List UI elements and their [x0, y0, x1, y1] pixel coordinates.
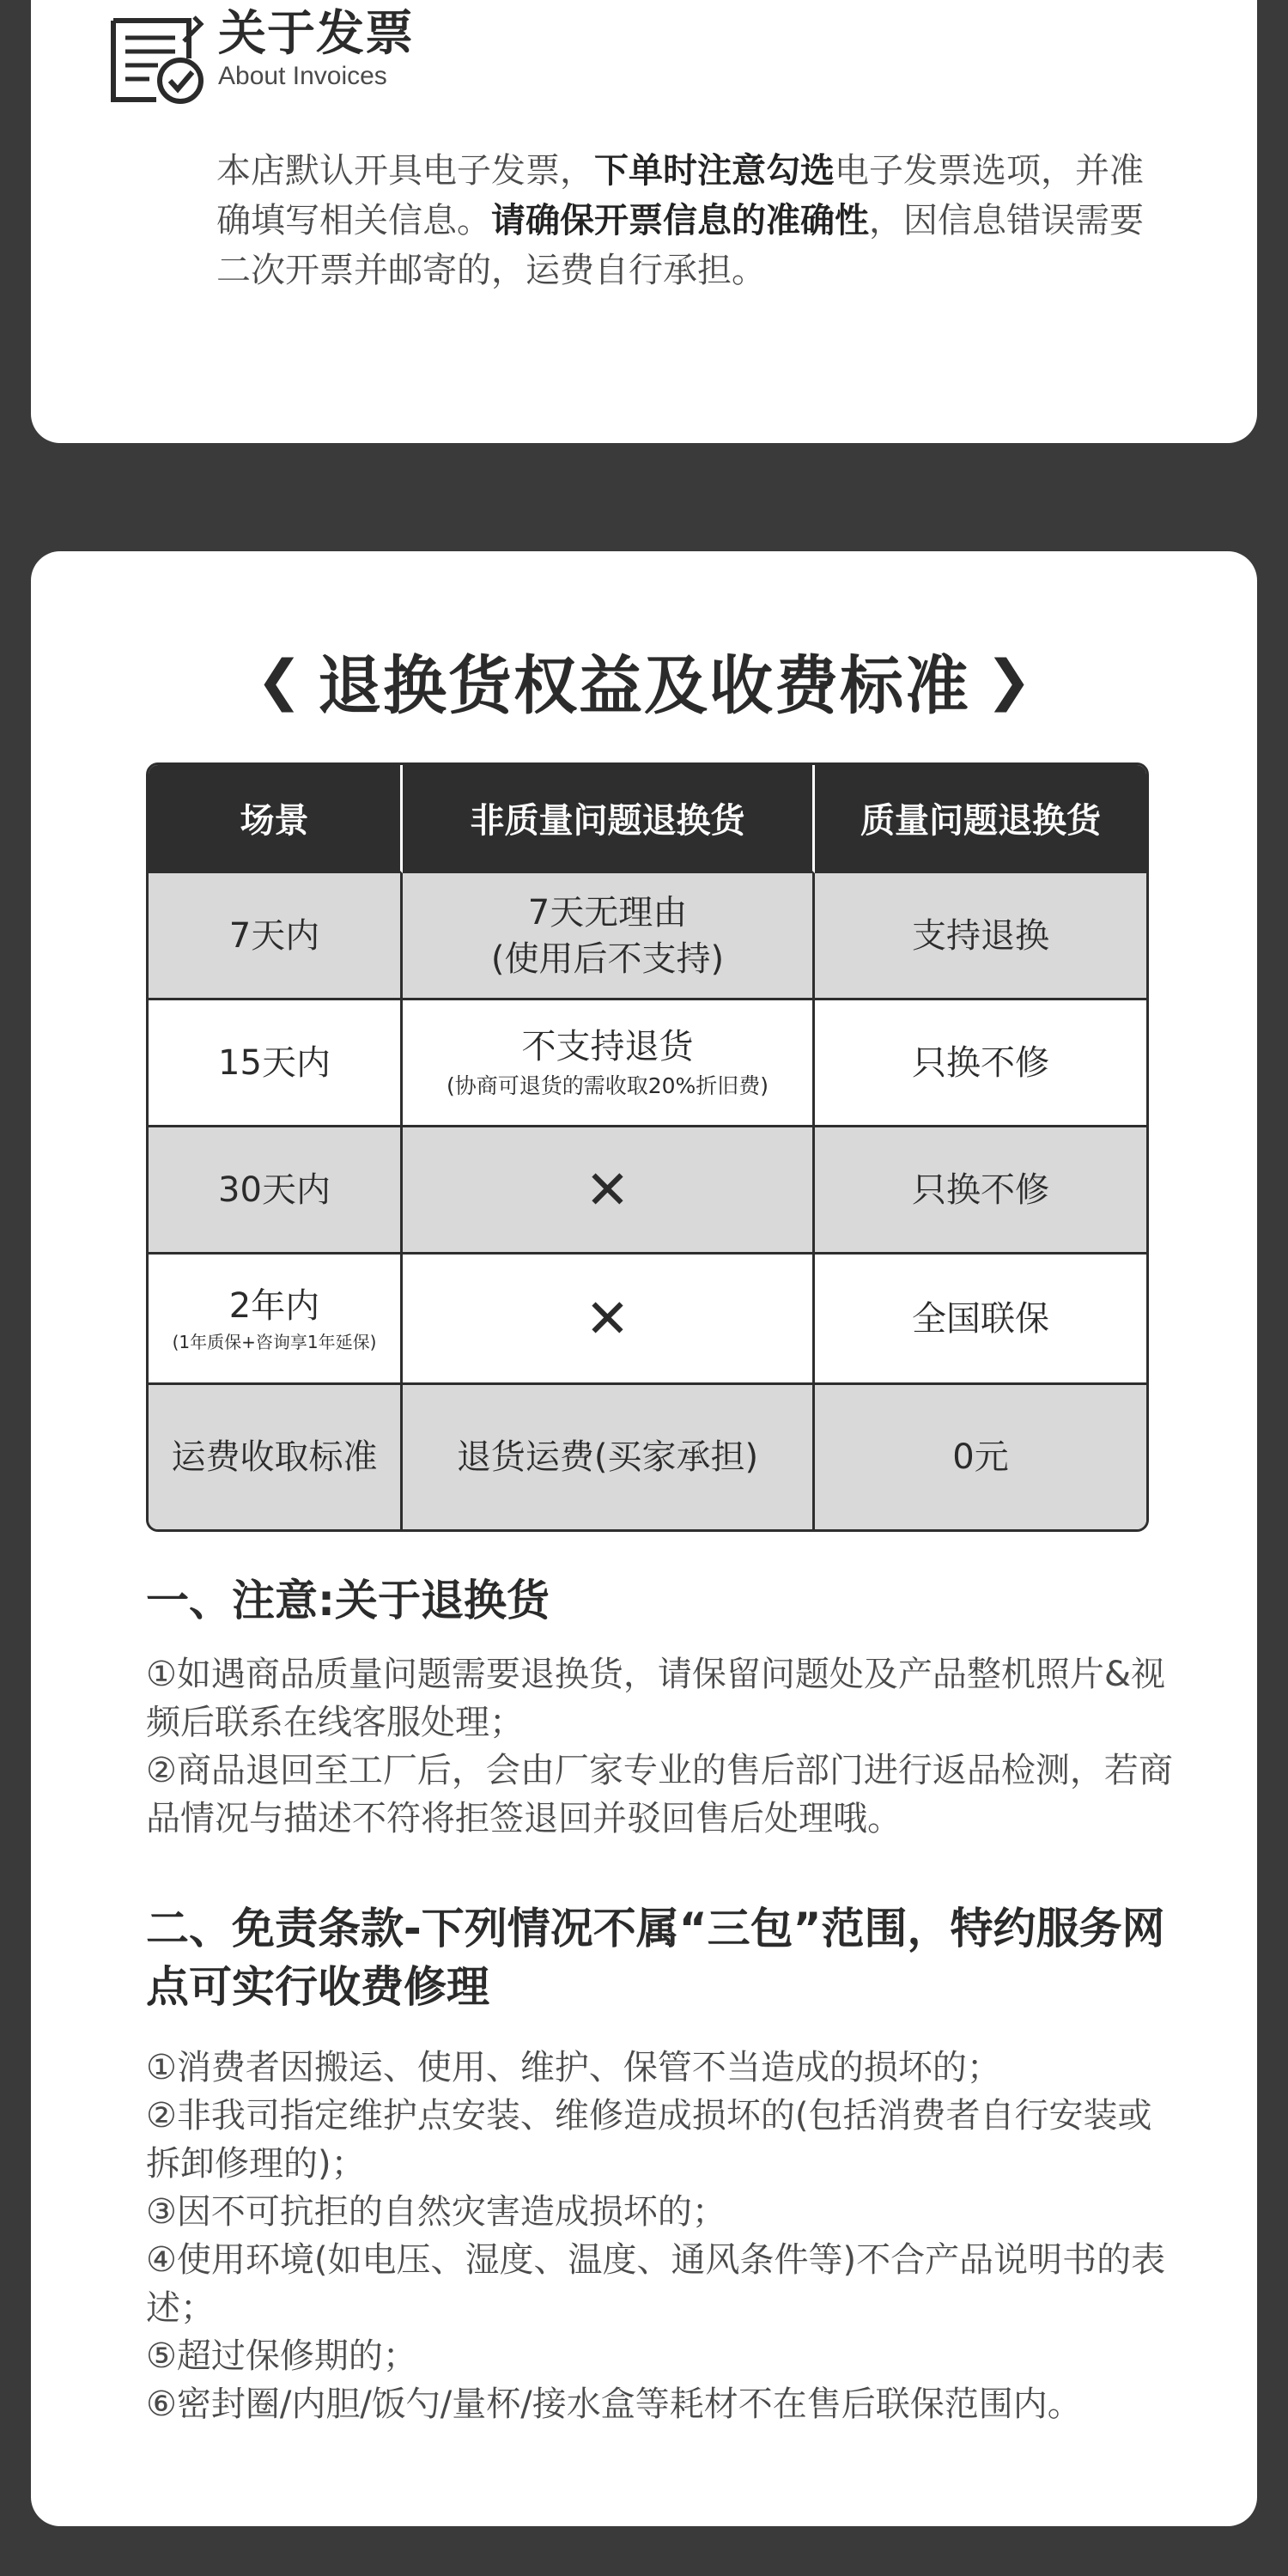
section-title [31, 635, 1257, 726]
disclaimer-item: ②非我司指定维护点安装、维修造成损坏的(包括消费者自行安装或拆卸修理的)； [146, 2096, 1152, 2184]
quality-label: 只换不修 [912, 1042, 1049, 1083]
cell-quality [815, 1000, 1146, 1127]
cross-icon: ✕ [585, 1286, 630, 1350]
invoice-card [31, 0, 1257, 443]
cell-quality [815, 1127, 1146, 1255]
disclaimer-item: ①消费者因搬运、使用、维护、保管不当造成的损坏的； [146, 2048, 1001, 2087]
chevron-left-icon: ❮ [256, 649, 302, 713]
non-quality-note: (协商可退货的需收取20%折旧费) [446, 1072, 769, 1098]
disclaimer-item: ③因不可抗拒的自然灾害造成损坏的； [146, 2192, 726, 2232]
invoice-title: 关于发票 [218, 6, 414, 62]
cell-scene [149, 1255, 403, 1385]
section-title-text: 退换货权益及收费标准 [318, 635, 970, 726]
disclaimer-list [146, 2044, 1176, 2428]
notice-heading: 一、注意:关于退换货 [146, 1576, 550, 1625]
chevron-right-icon: ❯ [986, 649, 1032, 713]
invoice-check-icon [106, 15, 216, 105]
invoice-emphasis-2: 请确保开票信息的准确性 [491, 201, 869, 240]
scene-label: 7天内 [228, 915, 320, 956]
cell-scene [149, 1000, 403, 1127]
scene-note: (1年质保+咨询享1年延保) [172, 1331, 377, 1352]
cell-quality [815, 873, 1146, 1000]
quality-label: 0元 [952, 1437, 1009, 1477]
cell-quality [815, 1385, 1146, 1529]
non-quality-label: 退货运费(买家承担) [456, 1437, 759, 1477]
returns-table [146, 762, 1149, 1532]
cell-non-quality [403, 873, 815, 1000]
non-quality-note: (使用后不支持) [490, 939, 725, 979]
disclaimer-item: ⑤超过保修期的； [146, 2336, 417, 2376]
cell-non-quality [403, 1385, 815, 1529]
table-row [149, 1255, 1146, 1385]
invoice-subtitle: About Invoices [218, 62, 387, 90]
quality-label: 全国联保 [912, 1298, 1049, 1339]
disclaimer-item: ⑥密封圈/内胆/饭勺/量杯/接水盒等耗材不在售后联保范围内。 [146, 2385, 1082, 2424]
scene-label: 15天内 [218, 1042, 331, 1083]
notice-item: ①如遇商品质量问题需要退换货，请保留问题处及产品整机照片&视频后联系在线客服处理； [146, 1655, 1166, 1742]
cell-quality [815, 1255, 1146, 1385]
scene-label: 30天内 [218, 1170, 331, 1210]
notice-list [146, 1650, 1176, 1843]
invoice-text-1: 本店默认开具电子发票， [216, 151, 594, 191]
header-quality: 质量问题退换货 [815, 765, 1146, 873]
table-row [149, 873, 1146, 1000]
invoice-text-3: ，因信息错误需要二次开票并邮寄的，运费自行承担。 [216, 201, 1144, 290]
scene-label: 运费收取标准 [171, 1437, 378, 1477]
non-quality-label: 7天无理由 [527, 892, 688, 933]
cell-non-quality [403, 1255, 815, 1385]
disclaimer-heading: 二、免责条款-下列情况不属“三包”范围，特约服务网点可实行收费修理 [146, 1904, 1165, 2012]
invoice-emphasis-1: 下单时注意勾选 [594, 151, 835, 191]
header-non-quality: 非质量问题退换货 [403, 765, 815, 873]
cell-scene [149, 873, 403, 1000]
cross-icon: ✕ [585, 1157, 630, 1221]
quality-label: 支持退换 [912, 915, 1049, 956]
returns-card [31, 551, 1257, 2526]
table-header-row [149, 765, 1146, 873]
quality-label: 只换不修 [912, 1170, 1049, 1210]
scene-label: 2年内 [228, 1285, 320, 1326]
cell-non-quality [403, 1127, 815, 1255]
invoice-description [216, 146, 1152, 295]
table-row [149, 1000, 1146, 1127]
disclaimer-item: ④使用环境(如电压、湿度、温度、通风条件等)不合产品说明书的表述； [146, 2240, 1166, 2328]
notice-item: ②商品退回至工厂后，会由厂家专业的售后部门进行返品检测，若商品情况与描述不符将拒签退回并驳回售后处理哦。 [146, 1751, 1173, 1838]
header-scene: 场景 [149, 765, 403, 873]
cell-non-quality [403, 1000, 815, 1127]
non-quality-label: 不支持退货 [521, 1026, 694, 1066]
table-row [149, 1127, 1146, 1255]
table-row [149, 1385, 1146, 1529]
cell-scene [149, 1127, 403, 1255]
invoice-text-2: 电子发票选项，并准确填写相关信息。 [216, 151, 1144, 240]
cell-scene [149, 1385, 403, 1529]
